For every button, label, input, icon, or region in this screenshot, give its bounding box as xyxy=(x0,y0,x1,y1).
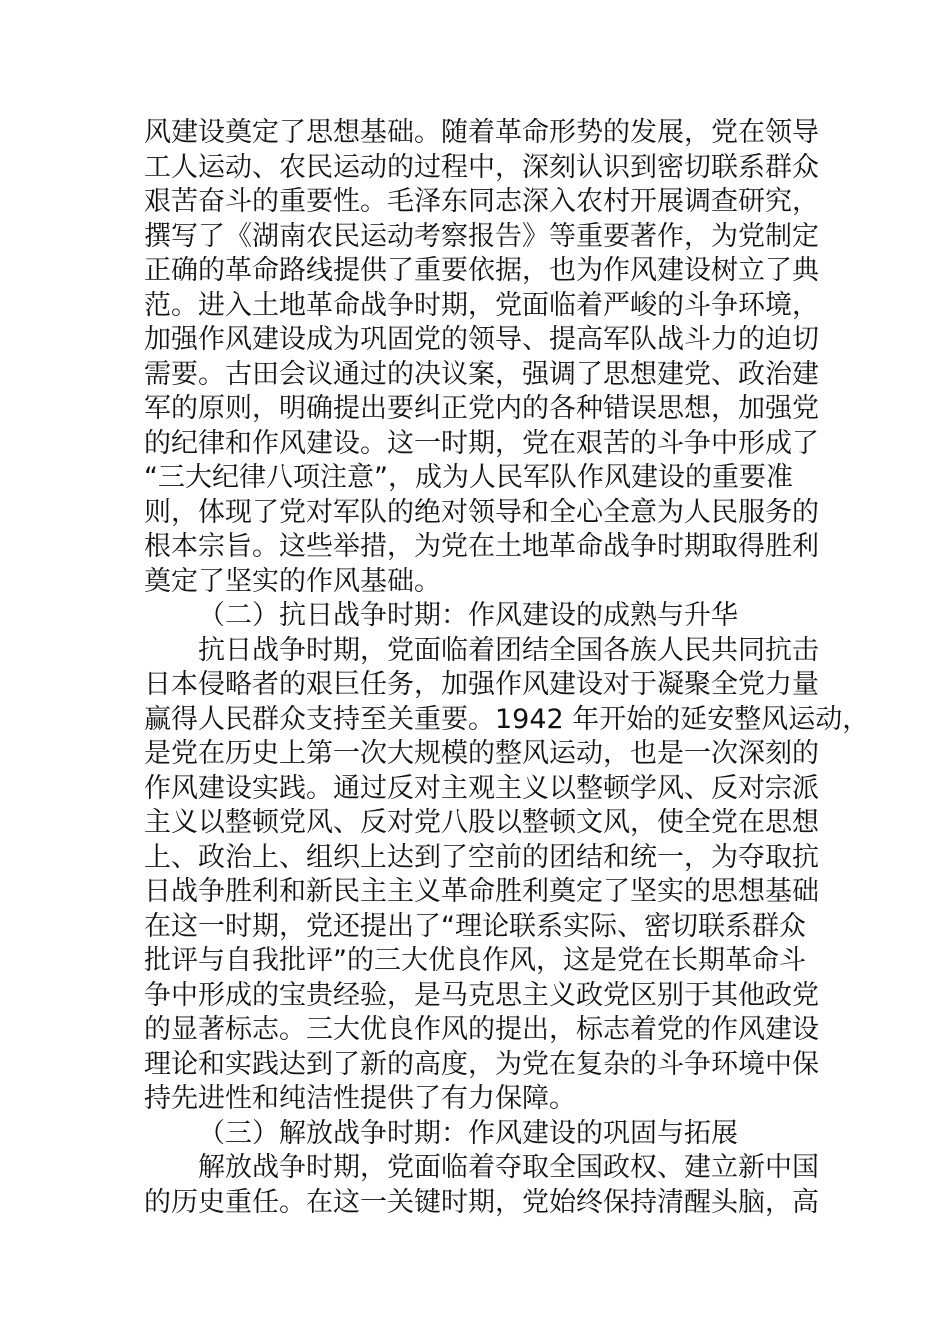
text-line: 加强作风建设成为巩固党的领导、提高军队战斗力的迫切 xyxy=(144,324,819,355)
text-line: 主义以整顿党风、反对党八股以整顿文风，使全党在思想 xyxy=(144,807,819,838)
text-line: 的纪律和作风建设。这一时期，党在艰苦的斗争中形成了 xyxy=(144,427,819,459)
text-line: 持先进性和纯洁性提供了有力保障。 xyxy=(144,1083,576,1114)
text-line: 根本宗旨。这些举措，为党在土地革命战争时期取得胜利 xyxy=(144,531,819,562)
body-paragraph xyxy=(144,1151,819,1220)
document-page xyxy=(144,116,870,1220)
text-line: 艰苦奋斗的重要性。毛泽东同志深入农村开展调查研究， xyxy=(144,186,819,217)
text-line: 工人运动、农民运动的过程中，深刻认识到密切联系群众 xyxy=(144,151,819,183)
text-line: 理论和实践达到了新的高度，为党在复杂的斗争环境中保 xyxy=(144,1048,819,1080)
text-line: 正确的革命路线提供了重要依据，也为作风建设树立了典 xyxy=(144,255,819,286)
text-line: 的显著标志。三大优良作风的提出，标志着党的作风建设 xyxy=(144,1014,819,1045)
text-line: 军的原则，明确提出要纠正党内的各种错误思想，加强党 xyxy=(144,393,819,424)
text-line: 抗日战争时期，党面临着团结全国各族人民共同抗击 xyxy=(198,634,819,666)
text-line: 争中形成的宝贵经验，是马克思主义政党区别于其他政党 xyxy=(144,979,819,1011)
text-line: 批评与自我批评”的三大优良作风，这是党在长期革命斗 xyxy=(144,945,806,976)
text-line: 在这一时期，党还提出了“理论联系实际、密切联系群众 xyxy=(144,910,806,942)
text-line: 赢得人民群众支持至关重要。1942 年开始的延安整风运动， xyxy=(144,703,870,735)
text-line: 是党在历史上第一次大规模的整风运动，也是一次深刻的 xyxy=(144,738,819,769)
text-line: 的历史重任。在这一关键时期，党始终保持清醒头脑，高 xyxy=(144,1186,819,1218)
text-line: 则，体现了党对军队的绝对领导和全心全意为人民服务的 xyxy=(144,496,819,528)
text-line: 解放战争时期，党面临着夺取全国政权、建立新中国 xyxy=(198,1152,819,1183)
text-line: 奠定了坚实的作风基础。 xyxy=(144,565,441,597)
text-line: 需要。古田会议通过的决议案，强调了思想建党、政治建 xyxy=(144,358,819,390)
body-paragraph xyxy=(144,116,819,599)
text-line: 上、政治上、组织上达到了空前的团结和统一，为夺取抗 xyxy=(144,841,819,873)
text-line: 风建设奠定了思想基础。随着革命形势的发展，党在领导 xyxy=(144,117,819,148)
text-line: “三大纪律八项注意”，成为人民军队作风建设的重要准 xyxy=(144,462,793,493)
section-heading: （三）解放战争时期：作风建设的巩固与拓展 xyxy=(198,1117,738,1149)
text-line: 日战争胜利和新民主主义革命胜利奠定了坚实的思想基础 xyxy=(144,876,819,907)
body-paragraph xyxy=(144,634,870,1117)
text-line: 范。进入土地革命战争时期，党面临着严峻的斗争环境， xyxy=(144,289,819,321)
text-line: 日本侵略者的艰巨任务，加强作风建设对于凝聚全党力量 xyxy=(144,669,819,700)
text-line: 撰写了《湖南农民运动考察报告》等重要著作，为党制定 xyxy=(144,220,819,252)
section-heading: （二）抗日战争时期：作风建设的成熟与升华 xyxy=(198,600,738,631)
text-line: 作风建设实践。通过反对主观主义以整顿学风、反对宗派 xyxy=(144,772,819,804)
